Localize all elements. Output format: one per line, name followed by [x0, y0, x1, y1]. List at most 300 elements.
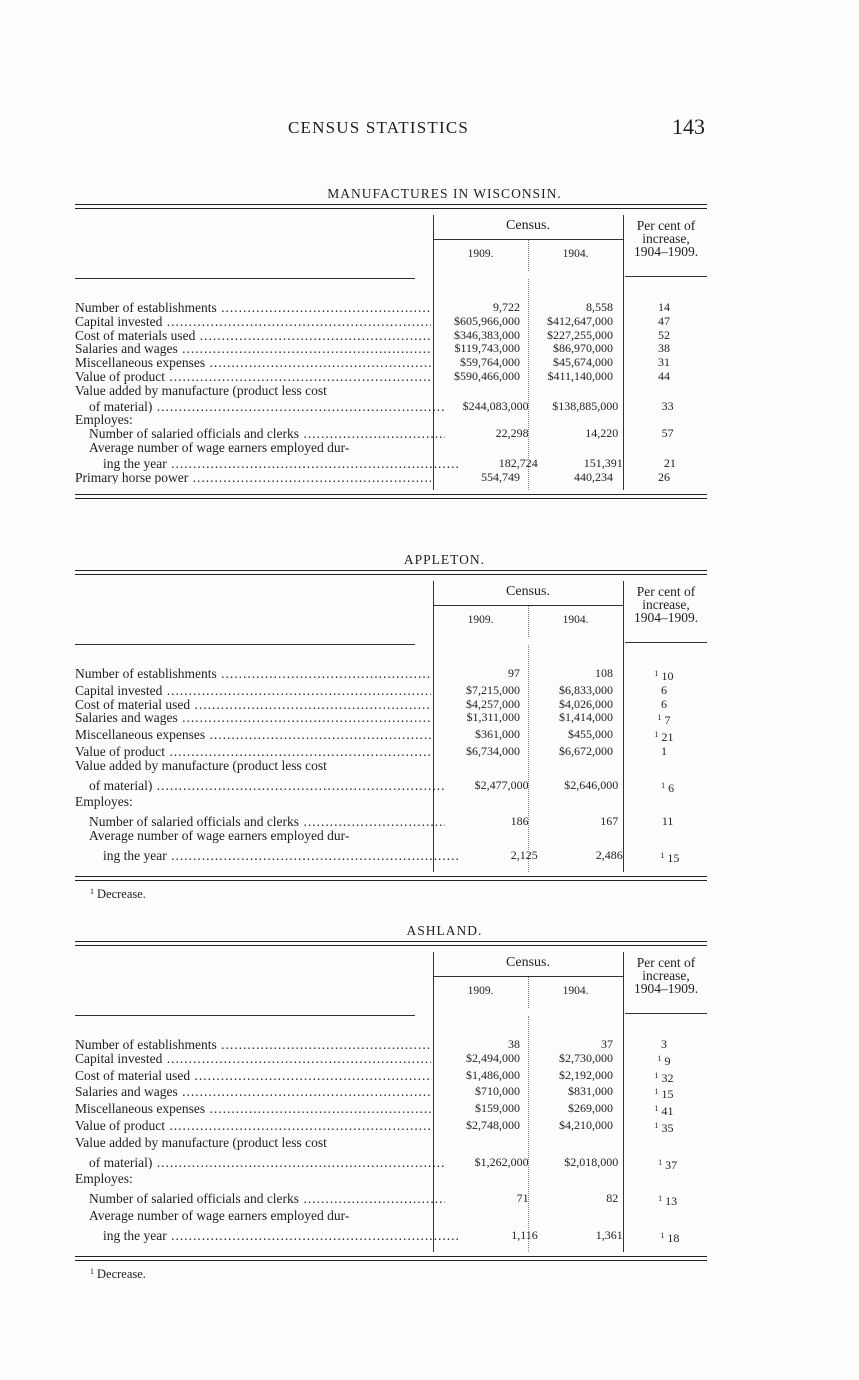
row-label-text: Number of salaried officials and clerks ..... — [89, 427, 445, 441]
table-header — [75, 209, 707, 279]
percent-header-line: 1904–1909. — [633, 981, 699, 996]
value-1904 — [537, 441, 629, 455]
percent-value: 1 — [661, 743, 667, 758]
percent-increase — [628, 779, 707, 796]
value-1909 — [433, 413, 528, 427]
value-1904: $4,026,000 — [559, 696, 613, 711]
section-appleton — [0, 552, 859, 902]
row-label — [75, 356, 433, 370]
value-1904: 151,391 — [583, 455, 623, 470]
percent-value: 35 — [661, 1120, 674, 1135]
percent-header-line: 1904–1909. — [633, 244, 699, 259]
row-label — [75, 315, 433, 329]
percent-increase — [623, 1102, 705, 1119]
table-row — [75, 815, 707, 829]
statistics-table — [75, 570, 707, 881]
decrease-marker: 1 — [661, 780, 666, 790]
row-label-clip — [75, 1102, 431, 1116]
census-underline — [433, 976, 623, 977]
year-1904-header: 1904. — [562, 248, 589, 260]
value-1904: $2,192,000 — [559, 1067, 613, 1082]
decrease-marker: 1 — [657, 713, 662, 723]
value-1909: $7,215,000 — [466, 682, 520, 697]
year-1904-header: 1904. — [562, 614, 589, 626]
table-row — [75, 342, 707, 356]
value-1909: 38 — [508, 1037, 520, 1051]
table-row — [75, 301, 707, 315]
value-1904: 14,220 — [585, 426, 619, 441]
table-row — [75, 1172, 707, 1186]
row-label-text: ing the year ..... — [103, 1229, 459, 1243]
census-header: Census. — [506, 584, 550, 599]
row-label — [75, 413, 433, 427]
decrease-marker: 1 — [654, 1087, 659, 1097]
row-label — [75, 1136, 433, 1150]
percent-increase — [623, 301, 705, 315]
row-label-clip — [75, 384, 431, 398]
table-row — [75, 684, 707, 698]
decrease-marker: 1 — [660, 1230, 665, 1240]
percent-value: 38 — [658, 341, 670, 356]
value-1909: 182,724 — [498, 455, 538, 470]
percent-value: 32 — [661, 1070, 674, 1085]
value-1904: $269,000 — [568, 1101, 613, 1116]
row-label-text: Cost of material used ..... — [75, 1069, 431, 1083]
percent-value: 26 — [658, 469, 670, 484]
row-label-text: Capital invested ..... — [75, 684, 431, 698]
row-label-text: Value added by manufacture (product less cost — [75, 1135, 327, 1150]
table-row — [75, 457, 707, 471]
row-label — [75, 1192, 445, 1209]
row-label-text: of material) ..... — [89, 400, 445, 414]
value-1909: $159,000 — [475, 1101, 520, 1116]
row-label-clip — [75, 471, 431, 485]
table-row — [75, 795, 707, 809]
row-label — [75, 384, 433, 398]
row-label-clip — [75, 684, 431, 698]
table-row — [75, 329, 707, 343]
row-label-clip — [75, 1085, 431, 1099]
row-label-text: Salaries and wages ..... — [75, 1085, 431, 1099]
table-row — [75, 1209, 707, 1223]
column-rule — [528, 1016, 529, 1252]
row-label-text: Salaries and wages ..... — [75, 711, 431, 725]
row-label — [75, 1038, 433, 1052]
percent-increase — [628, 400, 707, 414]
percent-value: 31 — [658, 355, 670, 370]
row-label-text: of material) ..... — [89, 1156, 445, 1170]
row-label — [75, 441, 445, 455]
row-label — [75, 329, 433, 343]
row-label-text: Primary horse power ..... — [75, 471, 431, 485]
value-1904 — [528, 759, 623, 773]
table-row — [75, 829, 707, 843]
column-rule — [623, 645, 624, 872]
running-head — [0, 114, 859, 142]
row-label-text: Miscellaneous expenses ..... — [75, 728, 431, 742]
percent-increase-header — [625, 585, 707, 624]
row-label-clip — [75, 1052, 431, 1066]
table-row — [75, 315, 707, 329]
value-1909: $346,383,000 — [454, 327, 520, 342]
decrease-marker: 1 — [657, 1053, 662, 1063]
decrease-marker: 1 — [658, 1194, 663, 1204]
percent-header-line: increase, — [642, 968, 690, 983]
row-label-text: Value added by manufacture (product less cost — [75, 383, 327, 398]
percent-increase — [623, 667, 705, 684]
double-rule-bottom — [75, 876, 707, 881]
percent-value: 14 — [658, 300, 670, 314]
row-label — [75, 711, 433, 728]
table-row — [75, 356, 707, 370]
percent-increase — [623, 329, 705, 343]
value-1904 — [528, 795, 623, 809]
value-1909: $605,966,000 — [454, 313, 520, 328]
row-label — [75, 1069, 433, 1086]
row-label — [75, 698, 433, 712]
row-label-text: Employes: — [75, 1172, 133, 1187]
row-label-text: Value of product ..... — [75, 745, 431, 759]
row-label-text: Number of salaried officials and clerks ..... — [89, 1192, 445, 1206]
table-row — [75, 441, 707, 455]
row-label-clip — [103, 849, 459, 863]
value-1904: 108 — [595, 666, 613, 680]
year-1909-header: 1909. — [467, 985, 494, 997]
row-label-clip — [75, 301, 431, 315]
value-1909: $119,743,000 — [454, 341, 520, 356]
year-1909-header: 1909. — [467, 614, 494, 626]
value-1909 — [433, 1172, 528, 1186]
value-1904: $455,000 — [568, 727, 613, 742]
row-label-clip — [75, 795, 431, 809]
percent-increase — [623, 413, 705, 427]
row-label-clip — [75, 698, 431, 712]
row-label — [75, 849, 459, 866]
row-label-text: Capital invested ..... — [75, 1052, 431, 1066]
value-1909: $6,734,000 — [466, 743, 520, 758]
value-1904 — [537, 829, 629, 843]
percent-header-line: increase, — [642, 597, 690, 612]
percent-increase — [623, 384, 705, 398]
value-1909: 71 — [516, 1191, 529, 1206]
value-1904: $6,833,000 — [559, 682, 613, 697]
value-1904: $227,255,000 — [547, 327, 613, 342]
percent-value: 37 — [665, 1157, 678, 1172]
percent-increase — [623, 711, 705, 728]
percent-increase-header — [625, 956, 707, 995]
table-row — [75, 745, 707, 759]
value-1909: $244,083,000 — [462, 398, 529, 413]
row-label-text: ing the year ..... — [103, 849, 459, 863]
row-label-clip — [89, 1192, 445, 1206]
percent-increase — [623, 1136, 705, 1150]
percent-value: 3 — [661, 1037, 667, 1051]
value-1904 — [528, 1172, 623, 1186]
row-label — [75, 400, 445, 414]
row-label — [75, 759, 433, 773]
percent-value: 33 — [661, 398, 674, 413]
value-1909: 1,116 — [511, 1227, 538, 1242]
row-label-clip — [89, 1156, 445, 1170]
percent-increase — [623, 1069, 705, 1086]
percent-increase — [623, 728, 705, 745]
percent-value: 21 — [663, 455, 676, 470]
percent-increase — [628, 1156, 707, 1173]
census-header: Census. — [506, 955, 550, 970]
value-1909: 186 — [510, 814, 529, 829]
row-label-text: Miscellaneous expenses ..... — [75, 1102, 431, 1116]
percent-increase — [623, 745, 705, 759]
percent-value: 41 — [661, 1104, 674, 1119]
row-label-clip — [75, 711, 431, 725]
value-1909: $590,466,000 — [454, 368, 520, 383]
value-1904: 37 — [601, 1037, 613, 1051]
row-label-text: Employes: — [75, 413, 133, 428]
row-label-clip — [75, 759, 431, 773]
column-rule — [623, 952, 624, 1016]
row-label-clip — [75, 1172, 431, 1186]
row-label-text: Cost of materials used ..... — [75, 329, 431, 343]
row-label-clip — [75, 667, 431, 681]
decrease-marker: 1 — [654, 1104, 659, 1114]
census-underline — [433, 605, 623, 606]
table-row — [75, 1229, 707, 1246]
percent-value: 21 — [661, 730, 674, 745]
row-label-clip — [89, 779, 445, 793]
table-body — [75, 1016, 707, 1256]
percent-increase — [623, 1085, 705, 1102]
percent-header-line: Per cent of — [636, 584, 696, 599]
percent-increase — [623, 1172, 705, 1186]
table-row — [75, 1069, 707, 1086]
row-label-clip — [75, 1069, 431, 1083]
row-label-clip — [89, 829, 445, 843]
row-label — [75, 342, 433, 356]
value-1909: 97 — [508, 666, 520, 680]
double-rule-bottom — [75, 1256, 707, 1261]
column-rule — [623, 215, 624, 279]
percent-increase — [628, 815, 707, 829]
row-label-clip — [89, 441, 445, 455]
percent-increase — [623, 1038, 705, 1052]
table-row — [75, 698, 707, 712]
row-label-clip — [75, 1136, 431, 1150]
row-label — [75, 1229, 459, 1246]
percent-value: 9 — [664, 1053, 671, 1068]
row-label — [75, 427, 445, 441]
column-rule — [623, 1016, 624, 1252]
row-label — [75, 829, 445, 843]
census-underline — [433, 239, 623, 240]
table-row — [75, 667, 707, 684]
value-1904 — [528, 1136, 623, 1150]
row-label-text: Number of salaried officials and clerks ..... — [89, 815, 445, 829]
value-1909: 554,749 — [481, 469, 520, 484]
table-title: ASHLAND. — [406, 923, 483, 938]
row-label-text: ing the year ..... — [103, 457, 459, 471]
value-1904: 2,486 — [595, 847, 623, 862]
value-1909: $1,262,000 — [474, 1154, 529, 1169]
value-1904 — [528, 384, 623, 398]
percent-increase — [623, 370, 705, 384]
percent-increase — [633, 1229, 707, 1246]
row-label-clip — [89, 815, 445, 829]
header-rule-right — [625, 642, 707, 643]
row-label — [75, 745, 433, 759]
page-number: 143 — [672, 114, 705, 139]
percent-value: 6 — [661, 696, 667, 711]
row-label-text: Number of establishments ..... — [75, 667, 431, 681]
percent-header-line: increase, — [642, 231, 690, 246]
table-header — [75, 575, 707, 645]
row-label — [75, 779, 445, 796]
row-label-clip — [75, 315, 431, 329]
row-label — [75, 301, 433, 315]
percent-increase-header — [625, 219, 707, 258]
percent-increase — [628, 829, 707, 843]
row-label-clip — [75, 370, 431, 384]
percent-header-line: Per cent of — [636, 218, 696, 233]
row-label-clip — [75, 728, 431, 742]
value-1909 — [433, 1136, 528, 1150]
row-label-text: of material) ..... — [89, 779, 445, 793]
percent-value: 52 — [658, 327, 670, 342]
value-1909: $2,748,000 — [466, 1117, 520, 1132]
value-1904: $831,000 — [568, 1084, 613, 1099]
table-title: APPLETON. — [403, 552, 486, 567]
table-row — [75, 400, 707, 414]
row-label-text: Number of establishments ..... — [75, 301, 431, 315]
decrease-marker: 1 — [660, 850, 665, 860]
table-row — [75, 1156, 707, 1173]
decrease-marker: 1 — [654, 1070, 659, 1080]
percent-value: 6 — [661, 682, 667, 697]
value-1904: 1,361 — [595, 1227, 623, 1242]
table-row — [75, 1038, 707, 1052]
decrease-marker: 1 — [658, 1157, 663, 1167]
row-label-clip — [103, 457, 459, 471]
row-label-text: Miscellaneous expenses ..... — [75, 356, 431, 370]
value-1904: $412,647,000 — [547, 313, 613, 328]
percent-value: 44 — [658, 368, 670, 383]
value-1909 — [445, 829, 537, 843]
row-label-clip — [75, 1119, 431, 1133]
percent-increase — [623, 471, 705, 485]
value-1904 — [537, 1209, 629, 1223]
row-label — [75, 457, 459, 471]
table-row — [75, 1119, 707, 1136]
row-label — [75, 1119, 433, 1136]
value-1909: $361,000 — [475, 727, 520, 742]
row-label — [75, 1156, 445, 1173]
row-label — [75, 471, 433, 485]
row-label-clip — [75, 329, 431, 343]
percent-increase — [628, 1192, 707, 1209]
value-1904: $4,210,000 — [559, 1117, 613, 1132]
value-1904: 440,234 — [574, 469, 613, 484]
value-1904: 8,558 — [586, 300, 613, 314]
row-label-text: Employes: — [75, 795, 133, 810]
row-label — [75, 1172, 433, 1186]
percent-increase — [623, 759, 705, 773]
value-1909 — [433, 795, 528, 809]
column-rule — [623, 581, 624, 645]
table-body — [75, 645, 707, 876]
table-row — [75, 413, 707, 427]
row-label — [75, 370, 433, 384]
row-label-clip — [89, 1209, 445, 1223]
value-1904: $2,018,000 — [564, 1154, 619, 1169]
value-1904: $411,140,000 — [547, 368, 613, 383]
row-label — [75, 1052, 433, 1069]
percent-increase — [623, 1052, 705, 1069]
percent-increase — [628, 427, 707, 441]
percent-value: 6 — [668, 780, 675, 795]
value-1904: $2,730,000 — [559, 1050, 613, 1065]
table-row — [75, 471, 707, 485]
value-1904: $45,674,000 — [553, 355, 613, 370]
row-label-clip — [75, 413, 431, 427]
table-row — [75, 1052, 707, 1069]
value-1909: $2,477,000 — [474, 777, 529, 792]
percent-increase — [628, 1209, 707, 1223]
double-rule-bottom — [75, 494, 707, 499]
value-1909: $1,311,000 — [466, 710, 520, 725]
section-ashland — [0, 923, 859, 1282]
value-1904: 167 — [600, 814, 619, 829]
percent-header-line: 1904–1909. — [633, 610, 699, 625]
percent-value: 15 — [661, 1087, 674, 1102]
row-label — [75, 728, 433, 745]
statistics-table — [75, 941, 707, 1261]
percent-value: 11 — [661, 814, 674, 829]
footnote — [90, 1267, 859, 1282]
percent-header-line: Per cent of — [636, 955, 696, 970]
row-label-text: Value of product ..... — [75, 1119, 431, 1133]
percent-increase — [623, 1119, 705, 1136]
row-label-clip — [89, 400, 445, 414]
value-1909 — [433, 759, 528, 773]
value-1909: $4,257,000 — [466, 696, 520, 711]
percent-increase — [623, 315, 705, 329]
row-label-text: Number of establishments ..... — [75, 1038, 431, 1052]
percent-increase — [633, 457, 707, 471]
year-1904-header: 1904. — [562, 985, 589, 997]
row-label-text: Value of product ..... — [75, 370, 431, 384]
decrease-marker: 1 — [654, 1120, 659, 1130]
footnote-text: Decrease. — [97, 1266, 146, 1281]
decrease-marker: 1 — [654, 730, 659, 740]
table-row — [75, 779, 707, 796]
table-row — [75, 427, 707, 441]
percent-increase — [623, 356, 705, 370]
table-row — [75, 1102, 707, 1119]
percent-increase — [623, 342, 705, 356]
value-1904: $86,970,000 — [553, 341, 613, 356]
table-row — [75, 728, 707, 745]
table-row — [75, 1192, 707, 1209]
row-label — [75, 1085, 433, 1102]
footnote-marker: 1 — [90, 1266, 94, 1276]
percent-value: 10 — [661, 669, 674, 683]
value-1909: 2,125 — [510, 847, 538, 862]
table-row — [75, 759, 707, 773]
percent-increase — [633, 849, 707, 866]
row-label — [75, 684, 433, 698]
value-1909: 22,298 — [495, 426, 529, 441]
table-row — [75, 384, 707, 398]
value-1909: $1,486,000 — [466, 1067, 520, 1082]
